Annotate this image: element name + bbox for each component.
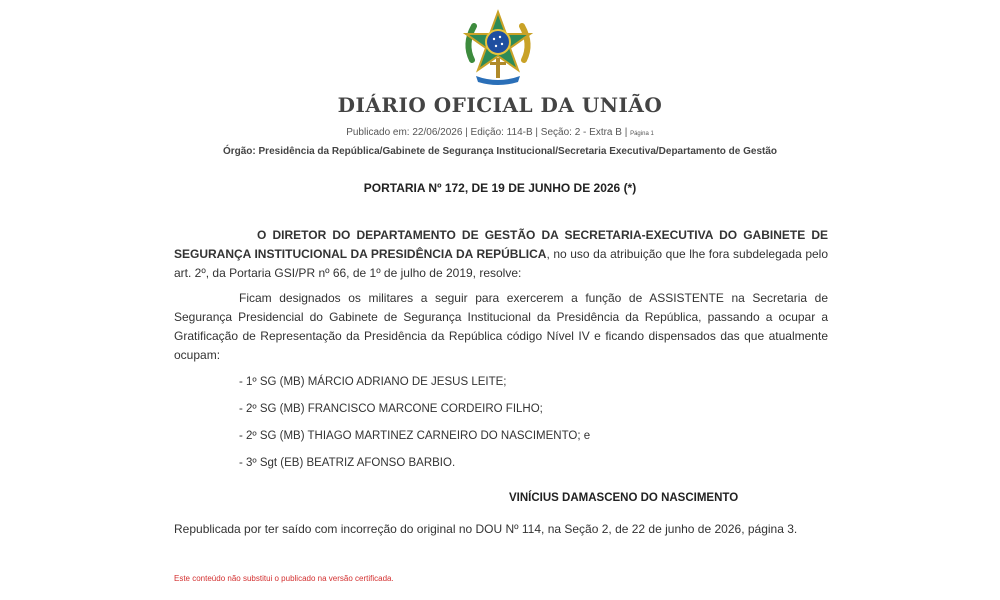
document-heading: PORTARIA Nº 172, DE 19 DE JUNHO DE 2026 (*) [363,181,637,195]
list-item: - 1º SG (MB) MÁRCIO ADRIANO DE JESUS LEITE; [239,376,507,388]
brazil-coat-of-arms-icon [458,8,538,88]
intro-rest-text: , no uso da atribuição que lhe fora subdelegada pelo art. 2º, da Portaria GSI/PR nº 66, de 1º de julho de 2019, resolve: [174,247,829,280]
published-info: Publicado em: 22/06/2026 | Edição: 114-B | Seção: 2 - Extra B | [346,127,628,138]
list-item: - 3º Sgt (EB) BEATRIZ AFONSO BARBIO. [239,457,456,469]
list-item: - 2º SG (MB) FRANCISCO MARCONE CORDEIRO FILHO; [239,403,543,415]
orgao-line: Órgão: Presidência da República/Gabinete de Segurança Institucional/Secretaria Executiva/Departamento de Gestão [222,146,778,157]
republication-note: Republicada por ter saído com incorreção do original no DOU Nº 114, na Seção 2, de 22 de junho de 2026, página 3. [174,522,798,536]
intro-bold-text: O DIRETOR DO DEPARTAMENTO DE GESTÃO DA SECRETARIA-EXECUTIVA DO GABINETE DE SEGURANÇA INSTITUCIONAL DA PRESIDÊNCIA DA REPÚBLICA [174,228,828,261]
intro-paragraph [174,226,828,283]
list-item: - 2º SG (MB) THIAGO MARTINEZ CARNEIRO DO NASCIMENTO; e [239,430,591,442]
signer-name: VINÍCIUS DAMASCENO DO NASCIMENTO [509,492,739,504]
publication-meta [0,127,1000,138]
main-paragraph: Ficam designados os militares a seguir para exercerem a função de ASSISTENTE na Secretaria de Segurança Presidencial do Gabinete de Segurança Institucional da Presidência da República, passando a ocupar a Gratificação de Representação da Presidência da República código Nível IV e ficando dispensados das que atualmente ocupam: [174,291,828,362]
disclaimer-text: Este conteúdo não substitui o publicado na versão certificada. [174,574,394,583]
page-number: Página 1 [630,131,654,137]
page-title: DIÁRIO OFICIAL DA UNIÃO [337,93,663,117]
